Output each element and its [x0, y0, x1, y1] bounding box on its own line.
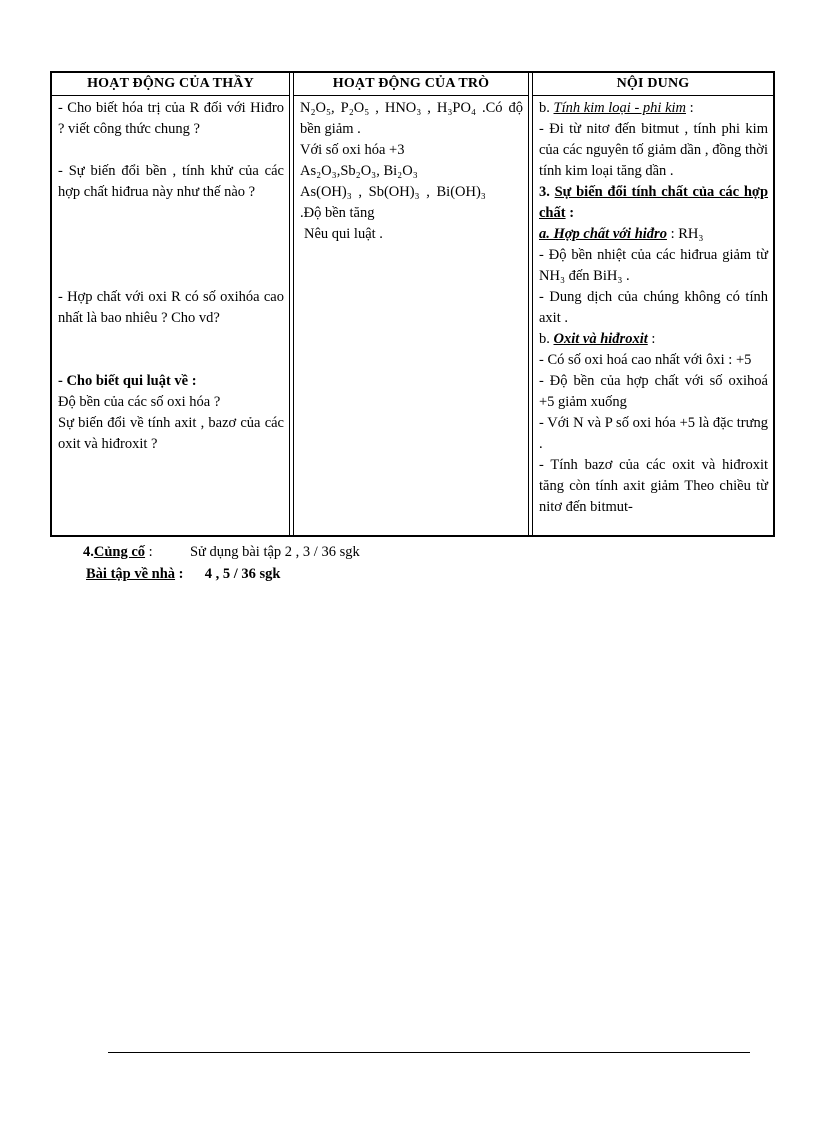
subsection-b-item-3: - Với N và P số oxi hóa +5 là đặc trưng .: [539, 415, 768, 452]
section-b-colon: :: [689, 100, 694, 116]
lesson-table: [50, 71, 775, 537]
subsection-b-prefix: b.: [539, 331, 550, 347]
consolidation-label: Củng cố: [93, 544, 146, 560]
consolidation-number: 4.: [83, 544, 94, 560]
homework-colon: :: [178, 566, 184, 582]
content-column: [532, 73, 773, 535]
consolidation-line: [83, 542, 360, 562]
teacher-question-3: - Hợp chất với oxi R có số oxihóa cao nhất là bao nhiêu ? Cho vd?: [58, 289, 284, 326]
student-line-6: Nêu qui luật .: [304, 226, 383, 242]
section-3-number: 3.: [539, 184, 550, 200]
student-header: HOẠT ĐỘNG CỦA TRÒ: [294, 73, 528, 96]
student-line-3: As₂O₃,Sb₂O₃, Bi₂O₃: [300, 163, 418, 179]
section-3-title: Sự biến đổi tính chất của các hợp chất: [539, 184, 769, 221]
consolidation-colon: :: [148, 544, 153, 560]
page-footer-rule: [108, 1052, 750, 1053]
teacher-header: HOẠT ĐỘNG CỦA THẦY: [52, 73, 289, 96]
section-3-colon: :: [569, 205, 575, 221]
subsection-b-item-1: - Có số oxi hoá cao nhất với ôxi : +5: [539, 352, 752, 368]
teacher-question-1: - Cho biết hóa trị của R đối với Hiđro ? viết công thức chung ?: [58, 100, 284, 137]
section-b-title: Tính kim loại - phi kim: [553, 100, 687, 116]
subsection-b-item-2: - Độ bền của hợp chất với số oxihoá +5 giảm xuống: [539, 373, 768, 410]
student-line-2: Với số oxi hóa +3: [300, 142, 405, 158]
student-line-4: As(OH)₃ , Sb(OH)₃ , Bi(OH)₃: [300, 184, 486, 200]
content-header: NỘI DUNG: [533, 73, 773, 96]
subsection-b-colon: :: [651, 331, 656, 347]
teacher-question-2: - Sự biến đổi bền , tính khử của các hợp chất hiđrua này như thế nào ?: [58, 163, 284, 200]
subsection-a-item-2: - Dung dịch của chúng không có tính axit .: [539, 289, 768, 326]
section-b-heading: [539, 98, 768, 119]
teacher-question-4-title: - Cho biết qui luật về :: [58, 373, 197, 389]
homework-text: 4 , 5 / 36 sgk: [204, 566, 281, 582]
homework-label: Bài tập về nhà: [86, 566, 176, 582]
teacher-question-4b: Sự biến đổi về tính axit , bazơ của các oxit và hiđroxit ?: [58, 415, 284, 452]
subsection-a-title: a. Hợp chất với hiđro: [539, 226, 667, 242]
homework-line: [86, 564, 281, 584]
section-b-text: - Đi từ nitơ đến bitmut , tính phi kim của các nguyên tố giảm dần , đồng thời tính kim loại tăng dần .: [539, 121, 768, 179]
subsection-b-heading: [539, 329, 768, 350]
subsection-b-item-4: - Tính bazơ của các oxit và hiđroxit tăng còn tính axit giảm Theo chiều từ nitơ đến bitmut-: [539, 457, 768, 515]
consolidation-text: Sử dụng bài tập 2 , 3 / 36 sgk: [189, 544, 360, 560]
student-column: [293, 73, 529, 535]
student-line-5: .Độ bền tăng: [300, 205, 375, 221]
subsection-b-title: Oxit và hiđroxit: [553, 331, 648, 347]
subsection-a-item-1: - Độ bền nhiệt của các hiđrua giảm từ NH₃ đến BiH₃ .: [539, 247, 768, 284]
subsection-a-heading: [539, 224, 768, 245]
teacher-column: [52, 73, 290, 535]
subsection-a-formula: : RH₃: [670, 226, 704, 242]
section-3-heading: [539, 182, 768, 224]
section-b-prefix: b.: [539, 100, 550, 116]
student-line-1: N₂O₅, P₂O₅ , HNO₃ , H₃PO₄ .Có độ bền giảm .: [300, 100, 523, 137]
teacher-question-4a: Độ bền của các số oxi hóa ?: [58, 394, 221, 410]
